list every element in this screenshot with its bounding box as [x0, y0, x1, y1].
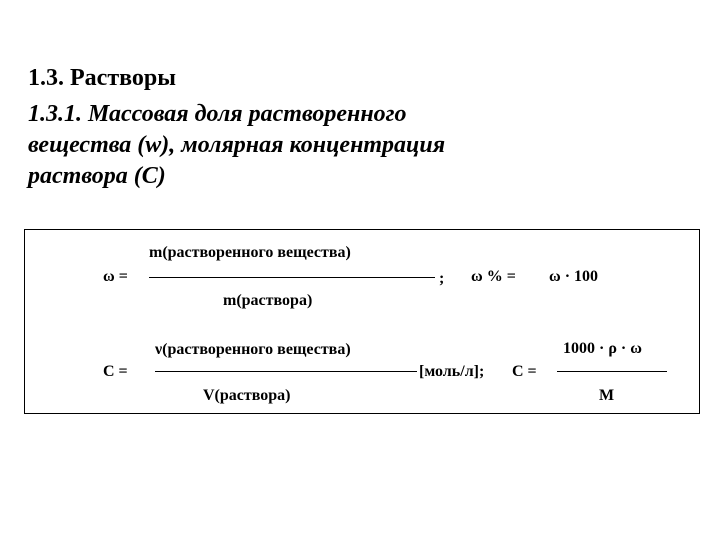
molar-alt-lhs: С = [512, 363, 537, 380]
subsection-title [28, 99, 445, 192]
section-title: 1.3. Растворы [28, 65, 176, 91]
molar-alt-bar [557, 371, 667, 372]
molar-concentration-unit: [моль/л]; [419, 363, 485, 380]
subsection-title-line-1: 1.3.1. Массовая доля растворенного [28, 101, 407, 127]
subsection-title-line-3: раствора (С) [28, 163, 166, 189]
molar-concentration-numerator: ν(растворенного вещества) [155, 341, 351, 358]
molar-alt-numerator: 1000 · ρ · ω [563, 340, 642, 357]
molar-concentration-denominator: V(раствора) [203, 387, 291, 404]
formula-box [24, 229, 700, 414]
molar-concentration-bar [155, 371, 417, 372]
percent-lhs: ω % = [471, 268, 516, 285]
molar-concentration-lhs: С = [103, 363, 128, 380]
mass-fraction-separator: ; [439, 270, 445, 287]
mass-fraction-denominator: m(раствора) [223, 292, 313, 309]
subsection-title-line-2: вещества (w), молярная концентрация [28, 132, 446, 158]
molar-alt-denominator: M [599, 387, 615, 404]
mass-fraction-bar [149, 277, 435, 278]
percent-rhs: ω · 100 [549, 268, 599, 285]
mass-fraction-lhs: ω = [103, 268, 128, 285]
mass-fraction-numerator: m(растворенного вещества) [149, 244, 351, 261]
